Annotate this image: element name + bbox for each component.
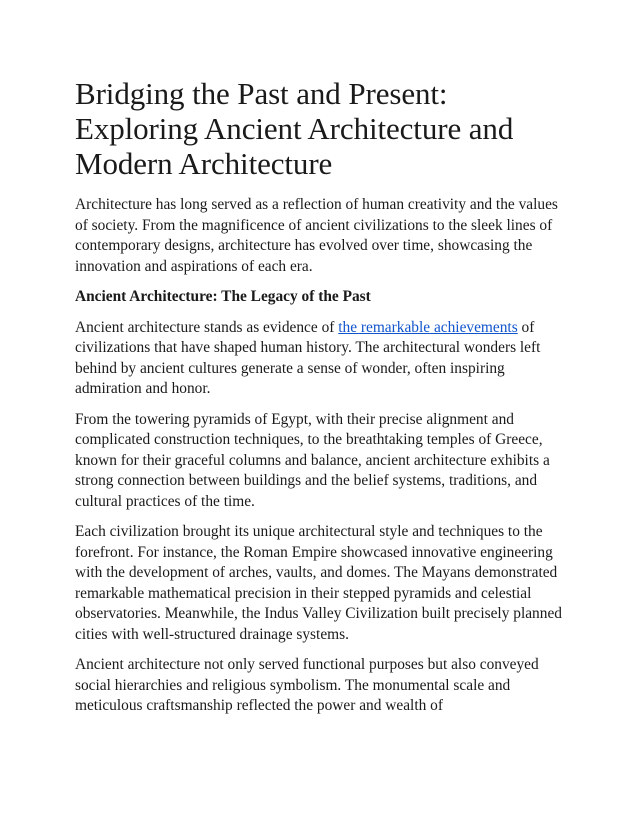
- document-title: Bridging the Past and Present: Exploring Ancient Architecture and Modern Architecture: [75, 76, 514, 181]
- paragraph-1-text-after: of civilizations that have shaped human history. The architectural wonders left behind by ancient cultures generate a sense of wonder, often inspiring admiration and honor.: [75, 318, 541, 397]
- paragraph-2: From the towering pyramids of Egypt, with their precise alignment and complicated construction techniques, to the breathtaking temples of Greece, known for their graceful columns and balance, ancient architecture exhibits a strong connection between buildings and the belief systems, traditions, and cultural practices of the time.: [75, 410, 550, 510]
- paragraph-1-text-before: Ancient architecture stands as evidence of: [75, 318, 339, 336]
- paragraph-1: [75, 318, 565, 400]
- achievements-link[interactable]: the remarkable achievements: [338, 318, 518, 336]
- intro-paragraph: Architecture has long served as a reflection of human creativity and the values of society. From the magnificence of ancient civilizations to the sleek lines of contemporary designs, architecture has evolved over time, showcasing the innovation and aspirations of each era.: [75, 196, 558, 275]
- document-page: [75, 76, 565, 727]
- paragraph-4: Ancient architecture not only served functional purposes but also conveyed social hierarchies and religious symbolism. The monumental scale and meticulous craftsmanship reflected the power and wealth of: [75, 656, 539, 714]
- section-heading: Ancient Architecture: The Legacy of the Past: [75, 288, 371, 305]
- paragraph-3: Each civilization brought its unique architectural style and techniques to the forefront. For instance, the Roman Empire showcased innovative engineering with the development of arches, vaults, and domes. The Mayans demonstrated remarkable mathematical precision in their stepped pyramids and celestial observatories. Meanwhile, the Indus Valley Civilization built precisely planned cities with well-structured drainage systems.: [75, 523, 562, 643]
